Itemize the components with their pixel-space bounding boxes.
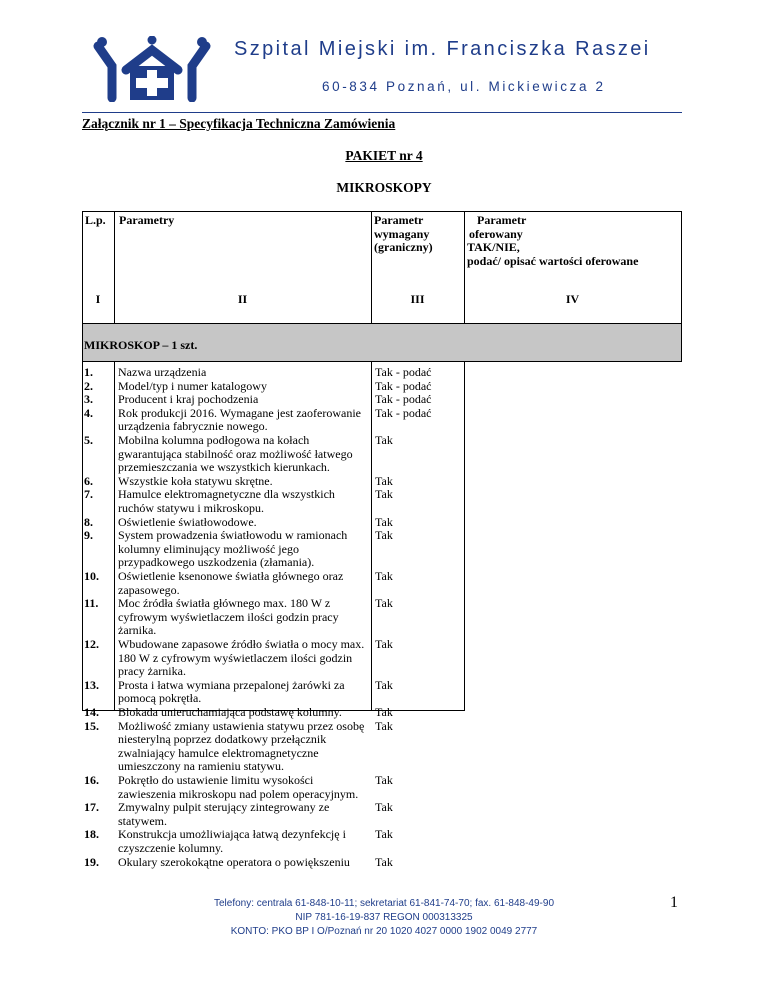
- row-parameter-line: Konstrukcja umożliwiająca łatwą dezynfekcję i: [118, 827, 346, 842]
- row-parameter-line: umieszczony na ramieniu statywu.: [118, 759, 284, 774]
- header-parameters: Parametry: [119, 213, 175, 227]
- row-parameter-line: pomocą pokrętła.: [118, 691, 202, 706]
- table-row: [82, 570, 682, 597]
- row-number: 4.: [84, 405, 93, 420]
- row-parameter-line: statywem.: [118, 813, 167, 828]
- row-parameter: [118, 380, 368, 394]
- table-row: [82, 638, 682, 679]
- row-number: 2.: [84, 378, 93, 393]
- table-row: [82, 774, 682, 801]
- table-row: [82, 856, 682, 870]
- row-parameter-line: żarnika.: [118, 623, 157, 638]
- row-parameter-line: urządzenia fabrycznie nowego.: [118, 419, 268, 434]
- section-title: MIKROSKOPY: [336, 180, 432, 195]
- package-title: PAKIET nr 4: [345, 148, 423, 163]
- table-row: [82, 706, 682, 720]
- header-required-line: wymagany: [374, 226, 430, 241]
- specification-table: [82, 211, 682, 869]
- row-required-value: Tak: [375, 569, 393, 583]
- hospital-logo-icon: [90, 36, 214, 102]
- header-offered-line: oferowany: [469, 226, 523, 241]
- row-number: 6.: [84, 473, 93, 488]
- table-row: [82, 407, 682, 434]
- header-lp: L.p.: [85, 213, 106, 227]
- row-required-value: Tak: [375, 528, 393, 543]
- row-parameter-line: przypadkowego uszkodzenia (złamania).: [118, 555, 315, 570]
- row-required-value: Tak - podać: [375, 365, 432, 379]
- row-parameter-line: Zmywalny pulpit sterujący zintegrowany ze: [118, 800, 330, 815]
- table-row: [82, 720, 682, 774]
- row-parameter-line: Mobilna kolumna podłogowa na kołach: [118, 433, 310, 447]
- table-row: [82, 828, 682, 855]
- row-parameter: [118, 828, 368, 855]
- row-parameter: [118, 570, 368, 597]
- table-row: [82, 801, 682, 828]
- row-parameter: [118, 393, 368, 407]
- table-row: [82, 529, 682, 570]
- row-parameter-line: Hamulce elektromagnetyczne dla wszystkich: [118, 487, 335, 502]
- row-parameter: [118, 720, 368, 774]
- row-parameter-line: ruchów statywu i mikroskopu.: [118, 500, 264, 515]
- row-parameter-line: kolumny eliminujący możliwość jego: [118, 541, 299, 556]
- row-parameter-line: Wbudowane zapasowe źródło światła o mocy max.: [118, 637, 365, 651]
- row-required-value: Tak: [375, 596, 393, 611]
- row-number: 16.: [84, 773, 99, 787]
- row-number: 19.: [84, 854, 99, 869]
- row-parameter-line: Wszystkie koła statywu skrętne.: [118, 473, 273, 488]
- table-line: [681, 211, 682, 361]
- row-parameter: [118, 801, 368, 828]
- row-parameter-line: Nazwa urządzenia: [118, 365, 207, 379]
- roman-col-2: II: [237, 292, 248, 306]
- row-parameter: [118, 774, 368, 801]
- table-row: [82, 380, 682, 394]
- header-offered-line: Parametr: [477, 213, 527, 227]
- row-parameter-line: 180 W z cyfrowym wyświetlaczem ilości godzin: [118, 650, 353, 665]
- row-parameter: [118, 434, 368, 475]
- row-required-value: Tak: [375, 433, 393, 447]
- row-parameter: [118, 597, 368, 638]
- attachment-title: [82, 116, 395, 132]
- header-required-line: Parametr: [374, 213, 424, 227]
- header-required: [374, 214, 433, 255]
- row-number: 7.: [84, 487, 93, 502]
- row-parameter-line: Producent i kraj pochodzenia: [118, 392, 259, 407]
- roman-col-3: III: [410, 292, 425, 306]
- row-required-value: Tak: [375, 473, 393, 488]
- row-parameter: [118, 679, 368, 706]
- row-number: 5.: [84, 433, 93, 447]
- row-parameter-line: cyfrowym wyświetlaczem ilości godzin pracy: [118, 609, 339, 624]
- row-required-value: Tak: [375, 705, 393, 719]
- row-number: 10.: [84, 569, 99, 583]
- table-line: [82, 211, 682, 212]
- row-number: 15.: [84, 718, 99, 733]
- table-row: [82, 488, 682, 515]
- row-number: 9.: [84, 528, 93, 543]
- row-parameter-line: Moc źródła światła głównego max. 180 W z: [118, 596, 331, 611]
- row-parameter: [118, 638, 368, 679]
- row-parameter: [118, 488, 368, 515]
- row-parameter-line: przemieszczania we wszystkich kierunkach.: [118, 460, 330, 475]
- header-divider: [82, 112, 682, 113]
- row-required-value: Tak: [375, 773, 393, 787]
- row-required-value: Tak - podać: [375, 378, 432, 393]
- row-number: 3.: [84, 392, 93, 407]
- row-number: 17.: [84, 800, 99, 815]
- header-offered-line: podać/ opisać wartości oferowane: [467, 253, 639, 268]
- table-row: [82, 366, 682, 380]
- row-parameter-line: zawieszenia mikroskopu nad polem operacyjnym.: [118, 786, 359, 801]
- row-parameter: [118, 366, 368, 380]
- row-parameter-line: System prowadzenia światłowodu w ramionach: [118, 528, 348, 543]
- row-number: 12.: [84, 637, 99, 651]
- row-number: 18.: [84, 827, 99, 842]
- row-parameter-line: Rok produkcji 2016. Wymagane jest zaoferowanie: [118, 405, 361, 420]
- footer-bank-account: KONTO: PKO BP I O/Poznań nr 20 1020 4027 0000 1902 0049 2777: [230, 926, 538, 937]
- page-number: 1: [670, 894, 678, 911]
- roman-col-4: IV: [565, 292, 580, 306]
- row-parameter: [118, 856, 368, 870]
- row-parameter: [118, 407, 368, 434]
- group-header: MIKROSKOP – 1 szt.: [84, 338, 198, 352]
- row-required-value: Tak: [375, 514, 393, 529]
- attachment-title-text: Załącznik nr 1 – Specyfikacja Techniczna Zamówienia: [82, 116, 396, 131]
- table-row: [82, 393, 682, 407]
- row-required-value: Tak: [375, 718, 393, 733]
- row-parameter-line: Możliwość zmiany ustawienia statywu przez osobę: [118, 718, 365, 733]
- row-parameter: [118, 706, 368, 720]
- row-required-value: Tak: [375, 800, 393, 815]
- row-required-value: Tak: [375, 487, 393, 502]
- hospital-name: Szpital Miejski im. Franciszka Raszei: [234, 38, 651, 60]
- row-required-value: Tak: [375, 677, 393, 692]
- table-row: [82, 679, 682, 706]
- footer-tax-ids: NIP 781-16-19-837 REGON 000313325: [295, 912, 473, 923]
- row-number: 1.: [84, 365, 93, 379]
- row-required-value: Tak - podać: [375, 392, 432, 407]
- table-row: [82, 597, 682, 638]
- row-number: 13.: [84, 677, 99, 692]
- row-required-value: Tak: [375, 637, 393, 651]
- row-number: 11.: [84, 596, 99, 611]
- row-parameter-line: Blokada unieruchamiająca podstawę kolumny.: [118, 705, 342, 719]
- row-parameter-line: Model/typ i numer katalogowy: [118, 378, 267, 393]
- row-parameter-line: Pokrętło do ustawienie limitu wysokości: [118, 773, 314, 787]
- row-parameter-line: Prosta i łatwa wymiana przepalonej żarówki za: [118, 677, 345, 692]
- row-parameter-line: zapasowego.: [118, 582, 180, 597]
- row-parameter-line: Oświetlenie ksenonowe światła głównego oraz: [118, 569, 344, 583]
- row-parameter: [118, 475, 368, 489]
- row-parameter: [118, 516, 368, 530]
- hospital-address: 60-834 Poznań, ul. Mickiewicza 2: [322, 79, 606, 94]
- row-parameter-line: pracy żarnika.: [118, 664, 186, 679]
- row-parameter-line: Oświetlenie światłowodowe.: [118, 514, 257, 529]
- table-line: [82, 323, 682, 324]
- row-parameter-line: zwalniający hamulce elektromagnetyczne: [118, 745, 319, 760]
- row-parameter: [118, 529, 368, 570]
- footer-phones: Telefony: centrala 61-848-10-11; sekretariat 61-841-74-70; fax. 61-848-49-90: [213, 898, 555, 909]
- row-parameter-line: gwarantująca stabilność oraz możliwość łatwego: [118, 446, 353, 461]
- row-required-value: Tak - podać: [375, 405, 432, 420]
- roman-col-1: I: [95, 292, 101, 306]
- row-parameter-line: Okulary szerokokątne operatora o powiększeniu: [118, 854, 350, 869]
- row-number: 8.: [84, 514, 93, 529]
- table-row: [82, 434, 682, 475]
- row-required-value: Tak: [375, 827, 393, 842]
- row-number: 14.: [84, 705, 99, 719]
- row-required-value: Tak: [375, 854, 393, 869]
- header-required-line: (graniczny): [374, 240, 433, 254]
- row-parameter-line: niesterylną poprzez dodatkowy przełącznik: [118, 732, 327, 747]
- table-row: [82, 475, 682, 489]
- header-offered: [467, 214, 681, 268]
- header-offered-line: TAK/NIE,: [467, 240, 520, 254]
- table-row: [82, 516, 682, 530]
- table-line: [82, 361, 682, 362]
- row-parameter-line: czyszczenie kolumny.: [118, 840, 224, 855]
